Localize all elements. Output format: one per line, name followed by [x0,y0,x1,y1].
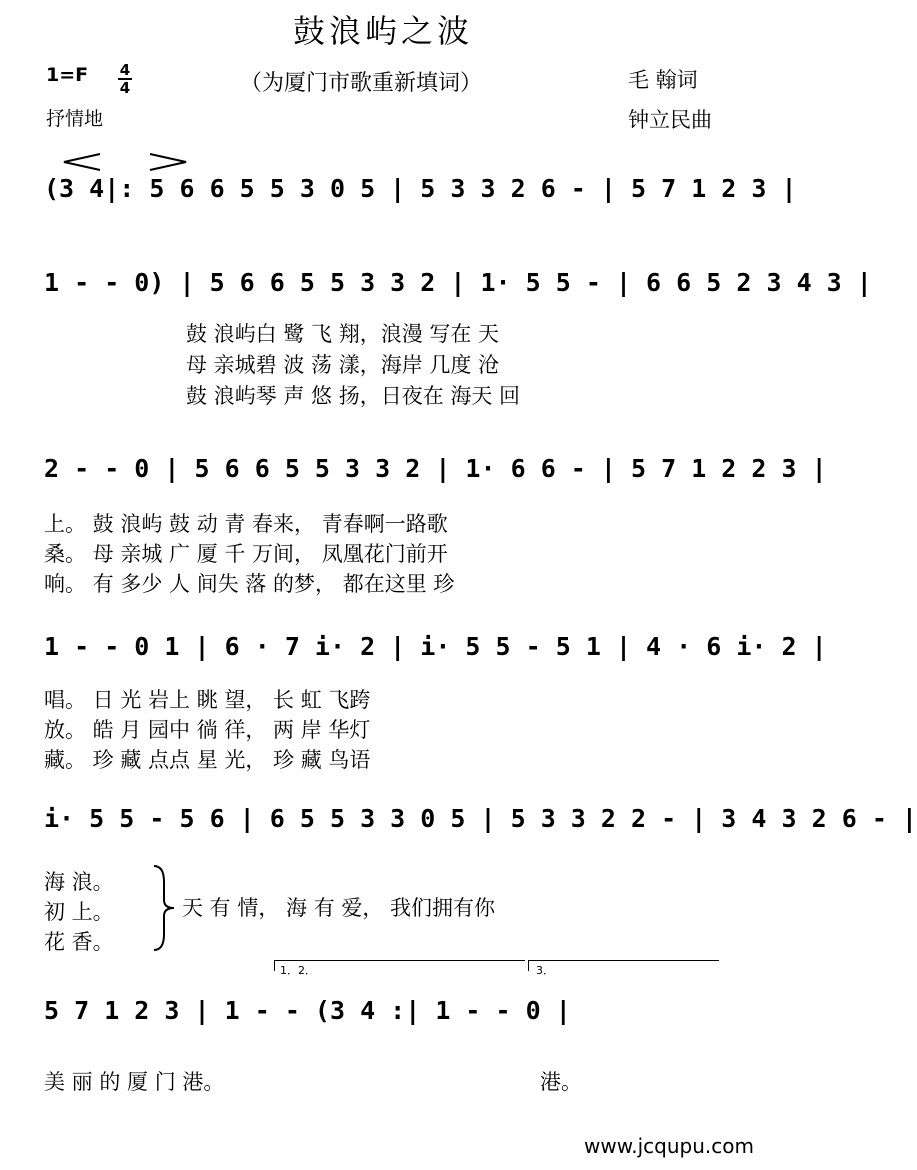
lyrics-v2-line2: 桑。 母 亲城 广 厦 千 万间， 凤凰花门前开 [44,542,448,566]
dynamics-hairpins [60,150,190,174]
volta-label-1: 1．2． [280,964,316,977]
song-title: 鼓浪屿之波 [292,12,473,50]
verse-brace [150,862,180,954]
lyrics-v3-line4: 花 香。 [44,930,114,954]
tempo-marking: 抒情地 [46,108,104,130]
watermark-url: www.jcqupu.com [584,1134,754,1158]
score-row-4: 1 - - 0 1 | 6 · 7 i· 2 | i· 5 5 - 5 1 | 4 · 6 i· 2 | [44,632,827,661]
score-row-2: 1 - - 0) | 5 6 6 5 5 3 3 2 | 1· 5 5 - | 6 6 5 2 3 4 3 | [44,268,872,297]
time-signature [118,62,132,96]
lyrics-refrain: 天 有 情， 海 有 爱， 我们拥有你 [182,896,496,920]
key-signature: 1=F [46,64,89,86]
lyrics-v1-line4: 海 浪。 [44,870,114,894]
lyrics-v3-line2: 响。 有 多少 人 间失 落 的梦， 都在这里 珍 [44,572,455,596]
lyrics-v2-line1: 母 亲城碧 波 荡 漾，海岸 几度 沧 [186,353,500,377]
score-row-1: (3 4|: 5 6 6 5 5 3 0 5 | 5 3 3 2 6 - | 5 7 1 2 3 | [44,174,797,203]
volta-label-2: 3． [536,964,554,977]
score-row-3: 2 - - 0 | 5 6 6 5 5 3 3 2 | 1· 6 6 - | 5 7 1 2 2 3 | [44,454,827,483]
lyrics-v3-line3: 藏。 珍 藏 点点 星 光， 珍 藏 鸟语 [44,748,371,772]
score-row-6: 5 7 1 2 3 | 1 - - (3 4 :| 1 - - 0 | [44,996,571,1025]
time-top: 4 [119,61,131,79]
lyricist: 毛 翰词 [628,68,698,92]
lyrics-v1-line3: 唱。 日 光 岩上 眺 望， 长 虹 飞跨 [44,688,371,712]
lyrics-v2-line4: 初 上。 [44,900,114,924]
subtitle: （为厦门市歌重新填词） [240,71,483,96]
lyrics-final: 美 丽 的 厦 门 港。 [44,1070,225,1094]
lyrics-v3-line1: 鼓 浪屿琴 声 悠 扬，日夜在 海天 回 [186,384,521,408]
time-bottom: 4 [119,79,131,97]
lyrics-v1-line2: 上。 鼓 浪屿 鼓 动 青 春来， 青春啊一路歌 [44,512,448,536]
composer: 钟立民曲 [628,108,712,132]
lyrics-v2-line3: 放。 皓 月 园中 徜 徉， 两 岸 华灯 [44,718,371,742]
lyrics-v1-line1: 鼓 浪屿白 鹭 飞 翔，浪漫 写在 天 [186,322,500,346]
score-row-5: i· 5 5 - 5 6 | 6 5 5 3 3 0 5 | 5 3 3 2 2 - | 3 4 3 2 6 - | [44,804,917,833]
lyrics-final-ending: 港。 [540,1070,582,1094]
volta-bracket-2 [528,960,719,971]
